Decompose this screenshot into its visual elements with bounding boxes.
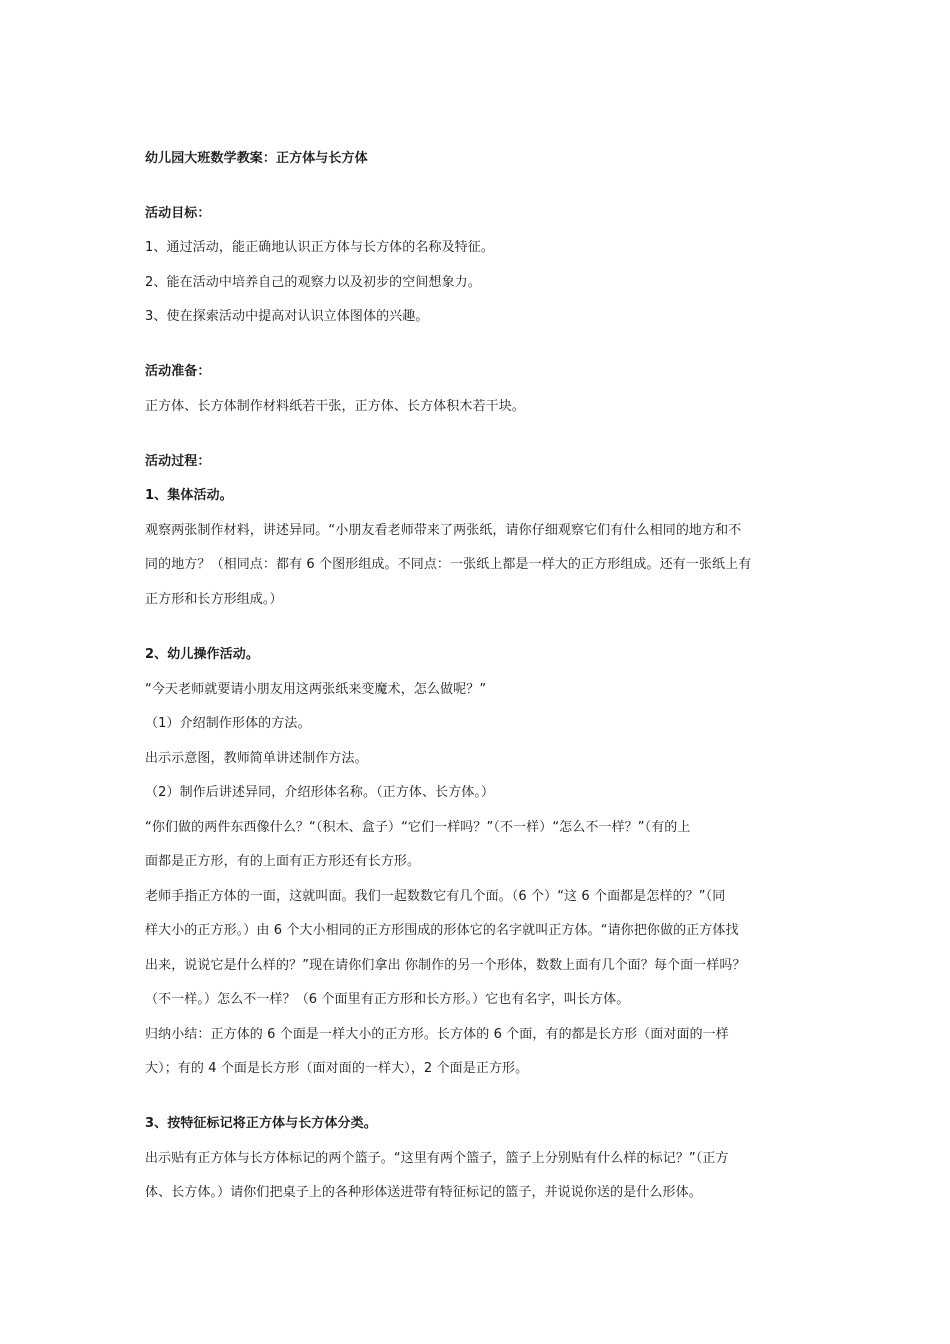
process-heading: 活动过程： [145,454,211,469]
paragraph-line: 老师手指正方体的一面，这就叫面。我们一起数数它有几个面。（6 个）“这 6 个面都是怎样的？”（同 [145,889,726,904]
paragraph-line: 体、长方体。）请你们把桌子上的各种形体送进带有特征标记的篮子，并说说你送的是什么形体。 [145,1185,702,1200]
goal-item: 1、通过活动，能正确地认识正方体与长方体的名称及特征。 [145,240,494,255]
paragraph-line: 大）；有的 4 个面是长方形（面对面的一样大），2 个面是正方形。 [145,1061,529,1076]
prep-text: 正方体、长方体制作材料纸若干张，正方体、长方体积木若干块。 [145,399,525,414]
paragraph-line: “你们做的两件东西像什么？“（积木、盒子）“它们一样吗？”（不一样）“怎么不一样？”（有的上 [145,820,691,835]
section2-heading: 2、幼儿操作活动。 [145,647,259,662]
paragraph-line: （不一样。）怎么不一样？（6 个面里有正方形和长方形。）它也有名字，叫长方体。 [145,992,630,1007]
paragraph-line: 面都是正方形，有的上面有正方形还有长方形。 [145,854,421,869]
prep-heading: 活动准备： [145,364,211,379]
paragraph-line: 正方形和长方形组成。） [145,592,283,607]
paragraph-line: （2）制作后讲述异同，介绍形体名称。（正方体、长方体。） [145,785,495,800]
paragraph-line: 样大小的正方形。）由 6 个大小相同的正方形围成的形体它的名字就叫正方体。“请你把你做的正方体找 [145,923,739,938]
paragraph-line: 出示贴有正方体与长方体标记的两个篮子。“这里有两个篮子，篮子上分别贴有什么样的标记？”（正方 [145,1151,729,1166]
paragraph-line: 同的地方？（相同点：都有 6 个图形组成。不同点：一张纸上都是一样大的正方形组成。还有一张纸上有 [145,557,752,572]
goal-item: 3、使在探索活动中提高对认识立体图体的兴趣。 [145,309,429,324]
goal-item: 2、能在活动中培养自己的观察力以及初步的空间想象力。 [145,275,481,290]
section3-heading: 3、按特征标记将正方体与长方体分类。 [145,1116,377,1131]
paragraph-line: 出示示意图，教师简单讲述制作方法。 [145,751,368,766]
paragraph-line: 出来，说说它是什么样的？”现在请你们拿出 你制作的另一个形体，数数上面有几个面？每个面一样吗？ [145,958,746,973]
paragraph-line: 归纳小结：正方体的 6 个面是一样大小的正方形。长方体的 6 个面，有的都是长方形（面对面的一样 [145,1027,729,1042]
goals-heading: 活动目标： [145,206,211,221]
paragraph-line: 观察两张制作材料，讲述异同。“小朋友看老师带来了两张纸，请你仔细观察它们有什么相同的地方和不 [145,523,742,538]
document-title: 幼儿园大班数学教案：正方体与长方体 [145,151,368,166]
paragraph-line: （1）介绍制作形体的方法。 [145,716,311,731]
paragraph-line: “今天老师就要请小朋友用这两张纸来变魔术，怎么做呢？” [145,682,487,697]
section1-heading: 1、集体活动。 [145,488,233,503]
